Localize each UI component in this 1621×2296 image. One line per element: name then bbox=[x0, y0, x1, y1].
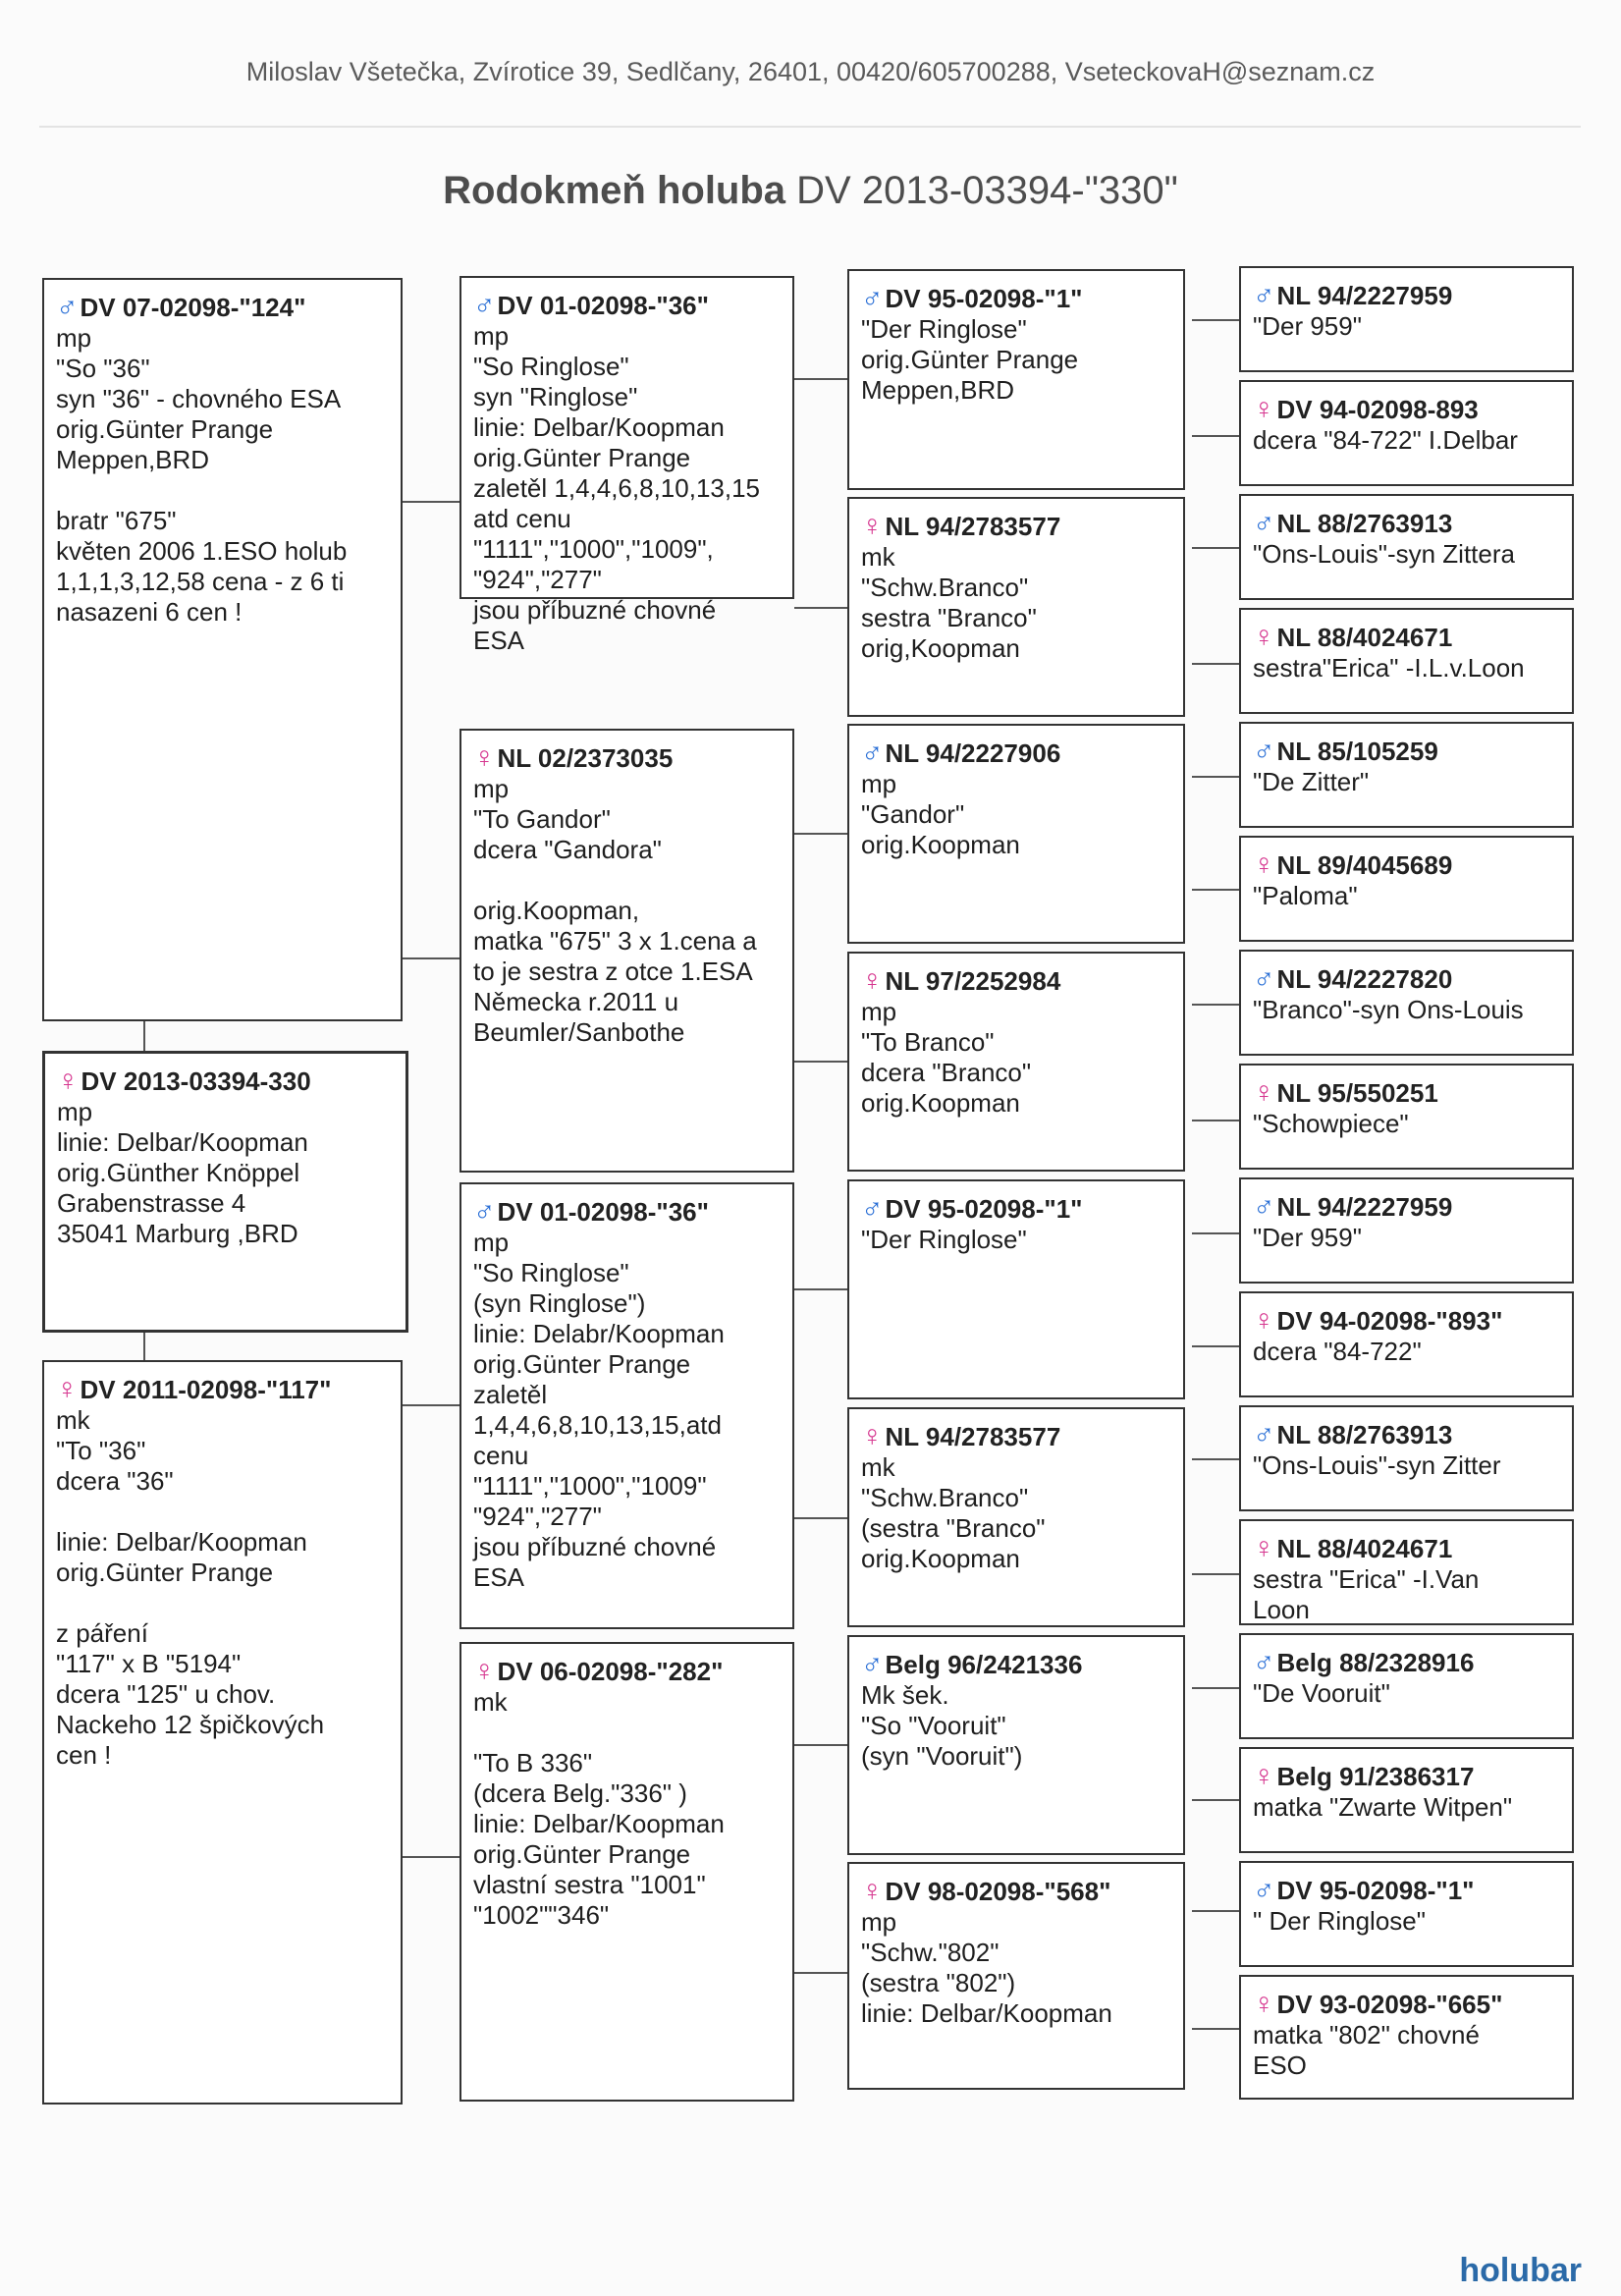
detail-line: Německa r.2011 u bbox=[473, 987, 679, 1016]
male-symbol-icon: ♂ bbox=[56, 291, 79, 323]
connector-line bbox=[1192, 1345, 1239, 1347]
connector-line bbox=[1192, 547, 1239, 549]
detail-line: 1,1,1,3,12,58 cena - z 6 ti bbox=[56, 567, 345, 596]
detail-line: linie: Delbar/Koopman bbox=[57, 1127, 308, 1157]
detail-line: "Der Ringlose" bbox=[861, 314, 1027, 344]
detail-line: "Der 959" bbox=[1253, 311, 1362, 341]
ancestor-card bbox=[1239, 266, 1574, 372]
detail-line: z páření bbox=[56, 1618, 148, 1648]
detail-line: syn "36" - chovného ESA bbox=[56, 384, 342, 413]
ancestor-card bbox=[1239, 1633, 1574, 1739]
ring-number: DV 94-02098-"893" bbox=[1276, 1306, 1503, 1336]
connector-line bbox=[403, 501, 459, 503]
detail-line: nasazeni 6 cen ! bbox=[56, 597, 243, 627]
pigeon-ring-heading bbox=[861, 1421, 1171, 1452]
female-symbol-icon: ♀ bbox=[1253, 1304, 1275, 1337]
detail-line bbox=[56, 475, 389, 506]
detail-line: mk bbox=[861, 1452, 895, 1482]
detail-line: mp bbox=[861, 769, 897, 798]
pigeon-ring-heading bbox=[473, 1656, 781, 1687]
detail-line: orig,Koopman bbox=[861, 633, 1020, 663]
ring-number: NL 88/4024671 bbox=[1276, 623, 1453, 652]
pigeon-ring-heading bbox=[1253, 1419, 1560, 1450]
ring-number: DV 07-02098-"124" bbox=[80, 293, 306, 322]
ring-number: DV 95-02098-"1" bbox=[1276, 1876, 1475, 1905]
female-symbol-icon: ♀ bbox=[473, 741, 496, 774]
ring-number: NL 94/2227906 bbox=[885, 738, 1061, 768]
pigeon-ring-heading bbox=[861, 1193, 1171, 1225]
page-title bbox=[0, 169, 1621, 213]
detail-line bbox=[473, 865, 781, 896]
detail-line: (dcera Belg."336" ) bbox=[473, 1778, 687, 1808]
detail-line: orig.Günter Prange bbox=[473, 1349, 691, 1379]
detail-line: "So "Vooruit" bbox=[861, 1711, 1006, 1740]
pigeon-ring-heading bbox=[56, 1374, 389, 1405]
pigeon-ring-heading bbox=[1253, 1875, 1560, 1906]
ancestor-card bbox=[1239, 1291, 1574, 1397]
detail-line: vlastní sestra "1001" bbox=[473, 1870, 706, 1899]
pigeon-ring-heading bbox=[1253, 1077, 1560, 1109]
detail-line: "Ons-Louis"-syn Zitter bbox=[1253, 1450, 1501, 1480]
grandparent-card bbox=[459, 1182, 794, 1629]
detail-line: dcera "Branco" bbox=[861, 1058, 1032, 1087]
male-symbol-icon: ♂ bbox=[1253, 1874, 1275, 1906]
detail-line: "1002""346" bbox=[473, 1900, 610, 1930]
detail-line: "117" x B "5194" bbox=[56, 1649, 242, 1678]
detail-line: matka "Zwarte Witpen" bbox=[1253, 1792, 1513, 1822]
male-symbol-icon: ♂ bbox=[1253, 507, 1275, 539]
detail-line: (syn Ringlose") bbox=[473, 1288, 646, 1318]
great-grandparent-card bbox=[847, 497, 1185, 717]
great-grandparent-card bbox=[847, 1862, 1185, 2090]
male-symbol-icon: ♂ bbox=[473, 289, 496, 321]
detail-line: "Schowpiece" bbox=[1253, 1109, 1409, 1138]
ring-number: NL 85/105259 bbox=[1276, 737, 1438, 766]
ancestor-card bbox=[1239, 722, 1574, 828]
detail-line: zaletěl bbox=[473, 1380, 548, 1409]
connector-line bbox=[794, 1744, 847, 1746]
ancestor-card bbox=[1239, 836, 1574, 942]
detail-line: sestra"Erica" -I.L.v.Loon bbox=[1253, 653, 1525, 683]
ring-number: DV 95-02098-"1" bbox=[885, 284, 1083, 313]
ring-number: NL 88/2763913 bbox=[1276, 509, 1453, 538]
pigeon-ring-heading bbox=[1253, 963, 1560, 995]
detail-line: "De Zitter" bbox=[1253, 767, 1370, 796]
female-symbol-icon: ♀ bbox=[1253, 1076, 1275, 1109]
title-label: Rodokmeň holuba bbox=[443, 169, 786, 212]
connector-line bbox=[403, 957, 459, 959]
detail-line: "Ons-Louis"-syn Zittera bbox=[1253, 539, 1515, 569]
pigeon-ring-heading bbox=[861, 965, 1171, 997]
connector-line bbox=[1192, 1799, 1239, 1801]
ancestor-card bbox=[1239, 1519, 1574, 1625]
female-symbol-icon: ♀ bbox=[861, 964, 884, 997]
female-symbol-icon: ♀ bbox=[473, 1655, 496, 1687]
detail-line: zaletěl 1,4,4,6,8,10,13,15 bbox=[473, 473, 761, 503]
detail-line: mp bbox=[473, 774, 510, 803]
male-symbol-icon: ♂ bbox=[861, 737, 884, 769]
pigeon-ring-heading bbox=[57, 1066, 394, 1097]
ancestor-card bbox=[1239, 608, 1574, 714]
detail-line: ESA bbox=[473, 1562, 525, 1592]
detail-line: mp bbox=[861, 997, 897, 1026]
ring-number: Belg 88/2328916 bbox=[1276, 1648, 1475, 1677]
detail-line: bratr "675" bbox=[56, 506, 177, 535]
male-symbol-icon: ♂ bbox=[1253, 279, 1275, 311]
detail-line: (syn "Vooruit") bbox=[861, 1741, 1023, 1771]
female-symbol-icon: ♀ bbox=[861, 510, 884, 542]
detail-line bbox=[56, 1588, 389, 1618]
detail-line: orig.Günter Prange bbox=[56, 1558, 274, 1587]
detail-line: "To Gandor" bbox=[473, 804, 611, 834]
pigeon-ring-heading bbox=[473, 742, 781, 774]
detail-line: dcera "36" bbox=[56, 1466, 174, 1496]
connector-line bbox=[1192, 1004, 1239, 1006]
detail-line: sestra "Erica" -I.Van bbox=[1253, 1564, 1480, 1594]
ring-number: NL 89/4045689 bbox=[1276, 850, 1453, 880]
great-grandparent-card bbox=[847, 1179, 1185, 1399]
pigeon-ring-heading bbox=[56, 292, 389, 323]
logo-text: holubar bbox=[1459, 2252, 1582, 2289]
detail-line: orig.Günther Knöppel bbox=[57, 1158, 300, 1187]
ancestor-card bbox=[1239, 1177, 1574, 1284]
pigeon-ring-heading bbox=[1253, 1533, 1560, 1564]
ring-number: NL 97/2252984 bbox=[885, 966, 1061, 996]
title-ring: DV 2013-03394-"330" bbox=[796, 169, 1178, 212]
detail-line: "Der Ringlose" bbox=[861, 1225, 1027, 1254]
male-symbol-icon: ♂ bbox=[1253, 1418, 1275, 1450]
pigeon-ring-heading bbox=[1253, 1647, 1560, 1678]
detail-line: "Schw.Branco" bbox=[861, 573, 1029, 602]
detail-line: jsou příbuzné chovné bbox=[473, 1532, 717, 1561]
detail-line: "924","277" bbox=[473, 1502, 602, 1531]
detail-line: dcera "Gandora" bbox=[473, 835, 662, 864]
detail-line: mp bbox=[861, 1907, 897, 1937]
detail-line: matka "802" chovné bbox=[1253, 2020, 1480, 2050]
detail-line: "To B 336" bbox=[473, 1748, 593, 1777]
pigeon-ring-heading bbox=[1253, 736, 1560, 767]
great-grandparent-card bbox=[847, 952, 1185, 1172]
female-symbol-icon: ♀ bbox=[1253, 1760, 1275, 1792]
detail-line: "So Ringlose" bbox=[473, 1258, 629, 1287]
ring-number: NL 88/2763913 bbox=[1276, 1420, 1453, 1449]
connector-line bbox=[143, 1333, 145, 1360]
detail-line: orig.Koopman bbox=[861, 1088, 1020, 1118]
detail-line: "924","277" bbox=[473, 565, 602, 594]
detail-line: květen 2006 1.ESO holub bbox=[56, 536, 348, 566]
grandparent-card bbox=[459, 729, 794, 1173]
ancestor-card bbox=[1239, 1975, 1574, 2100]
ring-number: DV 01-02098-"36" bbox=[497, 1197, 709, 1227]
pigeon-ring-heading bbox=[1253, 280, 1560, 311]
ancestor-card bbox=[1239, 1064, 1574, 1170]
connector-line bbox=[143, 1021, 145, 1051]
detail-line: "To Branco" bbox=[861, 1027, 995, 1057]
pigeon-ring-heading bbox=[861, 283, 1171, 314]
pigeon-ring-heading bbox=[1253, 1989, 1560, 2020]
detail-line: 1,4,4,6,8,10,13,15,atd bbox=[473, 1410, 722, 1440]
ring-number: DV 01-02098-"36" bbox=[497, 291, 709, 320]
connector-line bbox=[794, 607, 847, 609]
parent-card bbox=[42, 278, 403, 1021]
pigeon-ring-heading bbox=[1253, 508, 1560, 539]
detail-line: ESA bbox=[473, 626, 525, 655]
detail-line: dcera "84-722" I.Delbar bbox=[1253, 425, 1518, 455]
female-symbol-icon: ♀ bbox=[861, 1420, 884, 1452]
detail-line: "Schw."802" bbox=[861, 1938, 1000, 1967]
connector-line bbox=[1192, 1910, 1239, 1912]
male-symbol-icon: ♂ bbox=[861, 1648, 884, 1680]
connector-line bbox=[794, 1061, 847, 1063]
detail-line: mp bbox=[473, 1228, 510, 1257]
detail-line: linie: Delbar/Koopman bbox=[473, 1809, 725, 1838]
ring-number: DV 94-02098-893 bbox=[1276, 395, 1479, 424]
detail-line: orig.Koopman bbox=[861, 1544, 1020, 1573]
female-symbol-icon: ♀ bbox=[1253, 393, 1275, 425]
ring-number: DV 2013-03394-330 bbox=[81, 1066, 311, 1096]
detail-line: "Paloma" bbox=[1253, 881, 1358, 910]
connector-line bbox=[1192, 663, 1239, 665]
detail-line bbox=[56, 1497, 389, 1527]
connector-line bbox=[794, 1288, 847, 1290]
ring-number: NL 95/550251 bbox=[1276, 1078, 1438, 1108]
connector-line bbox=[794, 833, 847, 835]
detail-line: atd cenu bbox=[473, 504, 571, 533]
detail-line: "1111","1000","1009" bbox=[473, 1471, 707, 1501]
male-symbol-icon: ♂ bbox=[861, 282, 884, 314]
detail-line: jsou příbuzné chovné bbox=[473, 595, 717, 625]
pigeon-ring-heading bbox=[1253, 622, 1560, 653]
ring-number: NL 94/2227959 bbox=[1276, 1192, 1453, 1222]
connector-line bbox=[794, 1972, 847, 1974]
subject-pigeon-card bbox=[42, 1051, 408, 1333]
detail-line: "1111","1000","1009", bbox=[473, 534, 714, 564]
detail-line: "So "36" bbox=[56, 354, 150, 383]
detail-line bbox=[473, 1718, 781, 1748]
pigeon-ring-heading bbox=[1253, 1191, 1560, 1223]
pigeon-ring-heading bbox=[1253, 1761, 1560, 1792]
female-symbol-icon: ♀ bbox=[1253, 848, 1275, 881]
detail-line: linie: Delbar/Koopman bbox=[861, 1998, 1112, 2028]
connector-line bbox=[403, 1404, 459, 1406]
detail-line: dcera "84-722" bbox=[1253, 1337, 1422, 1366]
great-grandparent-card bbox=[847, 269, 1185, 490]
detail-line: linie: Delabr/Koopman bbox=[473, 1319, 725, 1348]
connector-line bbox=[1192, 1458, 1239, 1460]
detail-line: orig.Koopman, bbox=[473, 896, 640, 925]
detail-line: mp bbox=[57, 1097, 93, 1126]
detail-line: Grabenstrasse 4 bbox=[57, 1188, 246, 1218]
ring-number: NL 94/2783577 bbox=[885, 512, 1061, 541]
detail-line: Beumler/Sanbothe bbox=[473, 1017, 685, 1047]
connector-line bbox=[1192, 435, 1239, 437]
connector-line bbox=[1192, 1120, 1239, 1121]
detail-line: Meppen,BRD bbox=[861, 375, 1015, 405]
pigeon-ring-heading bbox=[473, 1196, 781, 1228]
ring-number: NL 88/4024671 bbox=[1276, 1534, 1453, 1563]
detail-line: orig.Günter Prange bbox=[473, 1839, 691, 1869]
detail-line: " Der Ringlose" bbox=[1253, 1906, 1426, 1936]
connector-line bbox=[1192, 319, 1239, 321]
detail-line: Loon bbox=[1253, 1595, 1310, 1624]
detail-line: sestra "Branco" bbox=[861, 603, 1037, 632]
detail-line: orig.Koopman bbox=[861, 830, 1020, 859]
ring-number: NL 94/2227959 bbox=[1276, 281, 1453, 310]
female-symbol-icon: ♀ bbox=[56, 1373, 79, 1405]
ancestor-card bbox=[1239, 950, 1574, 1056]
detail-line: Mk šek. bbox=[861, 1680, 949, 1710]
connector-line bbox=[1192, 776, 1239, 778]
detail-line: Nackeho 12 špičkových bbox=[56, 1710, 325, 1739]
ring-number: DV 95-02098-"1" bbox=[885, 1194, 1083, 1224]
detail-line: syn "Ringlose" bbox=[473, 382, 638, 411]
grandparent-card bbox=[459, 1642, 794, 2102]
detail-line: (sestra "802") bbox=[861, 1968, 1016, 1997]
detail-line: "De Vooruit" bbox=[1253, 1678, 1390, 1708]
male-symbol-icon: ♂ bbox=[1253, 735, 1275, 767]
ring-number: Belg 91/2386317 bbox=[1276, 1762, 1475, 1791]
detail-line: orig.Günter Prange bbox=[473, 443, 691, 472]
great-grandparent-card bbox=[847, 1635, 1185, 1855]
great-grandparent-card bbox=[847, 1407, 1185, 1627]
detail-line: "Gandor" bbox=[861, 799, 965, 829]
detail-line: ESO bbox=[1253, 2050, 1307, 2080]
parent-card bbox=[42, 1360, 403, 2105]
detail-line: Meppen,BRD bbox=[56, 445, 210, 474]
connector-line bbox=[1192, 1232, 1239, 1234]
male-symbol-icon: ♂ bbox=[473, 1195, 496, 1228]
pigeon-ring-heading bbox=[1253, 1305, 1560, 1337]
pigeon-ring-heading bbox=[1253, 849, 1560, 881]
ring-number: NL 02/2373035 bbox=[497, 743, 674, 773]
connector-line bbox=[1192, 889, 1239, 891]
detail-line: to je sestra z otce 1.ESA bbox=[473, 957, 753, 986]
detail-line: "To "36" bbox=[56, 1436, 146, 1465]
detail-line: mk bbox=[861, 542, 895, 572]
detail-line: "Der 959" bbox=[1253, 1223, 1362, 1252]
pigeon-ring-heading bbox=[861, 738, 1171, 769]
detail-line: mp bbox=[473, 321, 510, 351]
ring-number: DV 06-02098-"282" bbox=[497, 1657, 724, 1686]
connector-line bbox=[794, 378, 847, 380]
male-symbol-icon: ♂ bbox=[861, 1192, 884, 1225]
connector-line bbox=[1192, 2028, 1239, 2030]
detail-line: matka "675" 3 x 1.cena a bbox=[473, 926, 757, 956]
ring-number: NL 94/2227820 bbox=[1276, 964, 1453, 994]
ring-number: DV 93-02098-"665" bbox=[1276, 1990, 1503, 2019]
male-symbol-icon: ♂ bbox=[1253, 962, 1275, 995]
female-symbol-icon: ♀ bbox=[861, 1875, 884, 1907]
contact-line: Miloslav Všetečka, Zvírotice 39, Sedlčany, 26401, 00420/605700288, VseteckovaH@seznam.cz bbox=[245, 57, 1376, 86]
detail-line: orig.Günter Prange bbox=[861, 345, 1079, 374]
ancestor-card bbox=[1239, 494, 1574, 600]
detail-line: linie: Delbar/Koopman bbox=[56, 1527, 307, 1557]
detail-line: cenu bbox=[473, 1441, 529, 1470]
male-symbol-icon: ♂ bbox=[1253, 1190, 1275, 1223]
connector-line bbox=[403, 1856, 459, 1858]
pigeon-ring-heading bbox=[861, 1876, 1171, 1907]
ancestor-card bbox=[1239, 1861, 1574, 1967]
ring-number: DV 98-02098-"568" bbox=[885, 1877, 1111, 1906]
great-grandparent-card bbox=[847, 724, 1185, 944]
pigeon-ring-heading bbox=[861, 511, 1171, 542]
connector-line bbox=[794, 1517, 847, 1519]
detail-line: "So Ringlose" bbox=[473, 352, 629, 381]
detail-line: "Branco"-syn Ons-Louis bbox=[1253, 995, 1524, 1024]
detail-line: cen ! bbox=[56, 1740, 112, 1770]
male-symbol-icon: ♂ bbox=[1253, 1646, 1275, 1678]
detail-line: "Schw.Branco" bbox=[861, 1483, 1029, 1512]
pigeon-ring-heading bbox=[1253, 394, 1560, 425]
detail-line: linie: Delbar/Koopman bbox=[473, 412, 725, 442]
female-symbol-icon: ♀ bbox=[1253, 1532, 1275, 1564]
detail-line: orig.Günter Prange bbox=[56, 414, 274, 444]
ring-number: DV 2011-02098-"117" bbox=[80, 1375, 332, 1404]
ring-number: Belg 96/2421336 bbox=[885, 1650, 1083, 1679]
pigeon-ring-heading bbox=[861, 1649, 1171, 1680]
detail-line: (sestra "Branco" bbox=[861, 1513, 1046, 1543]
female-symbol-icon: ♀ bbox=[1253, 621, 1275, 653]
connector-line bbox=[1192, 1687, 1239, 1689]
ancestor-card bbox=[1239, 1405, 1574, 1511]
ancestor-card bbox=[1239, 380, 1574, 486]
female-symbol-icon: ♀ bbox=[57, 1065, 80, 1097]
connector-line bbox=[1192, 1573, 1239, 1575]
detail-line: mk bbox=[56, 1405, 90, 1435]
ring-number: NL 94/2783577 bbox=[885, 1422, 1061, 1451]
grandparent-card bbox=[459, 276, 794, 655]
detail-line: mp bbox=[56, 323, 92, 353]
holubar-logo bbox=[1459, 2252, 1582, 2290]
detail-line: 35041 Marburg ,BRD bbox=[57, 1219, 298, 1248]
female-symbol-icon: ♀ bbox=[1253, 1988, 1275, 2020]
detail-line: dcera "125" u chov. bbox=[56, 1679, 276, 1709]
header-divider bbox=[39, 126, 1581, 128]
pigeon-ring-heading bbox=[473, 290, 781, 321]
ancestor-card bbox=[1239, 1747, 1574, 1853]
detail-line: mk bbox=[473, 1687, 508, 1717]
